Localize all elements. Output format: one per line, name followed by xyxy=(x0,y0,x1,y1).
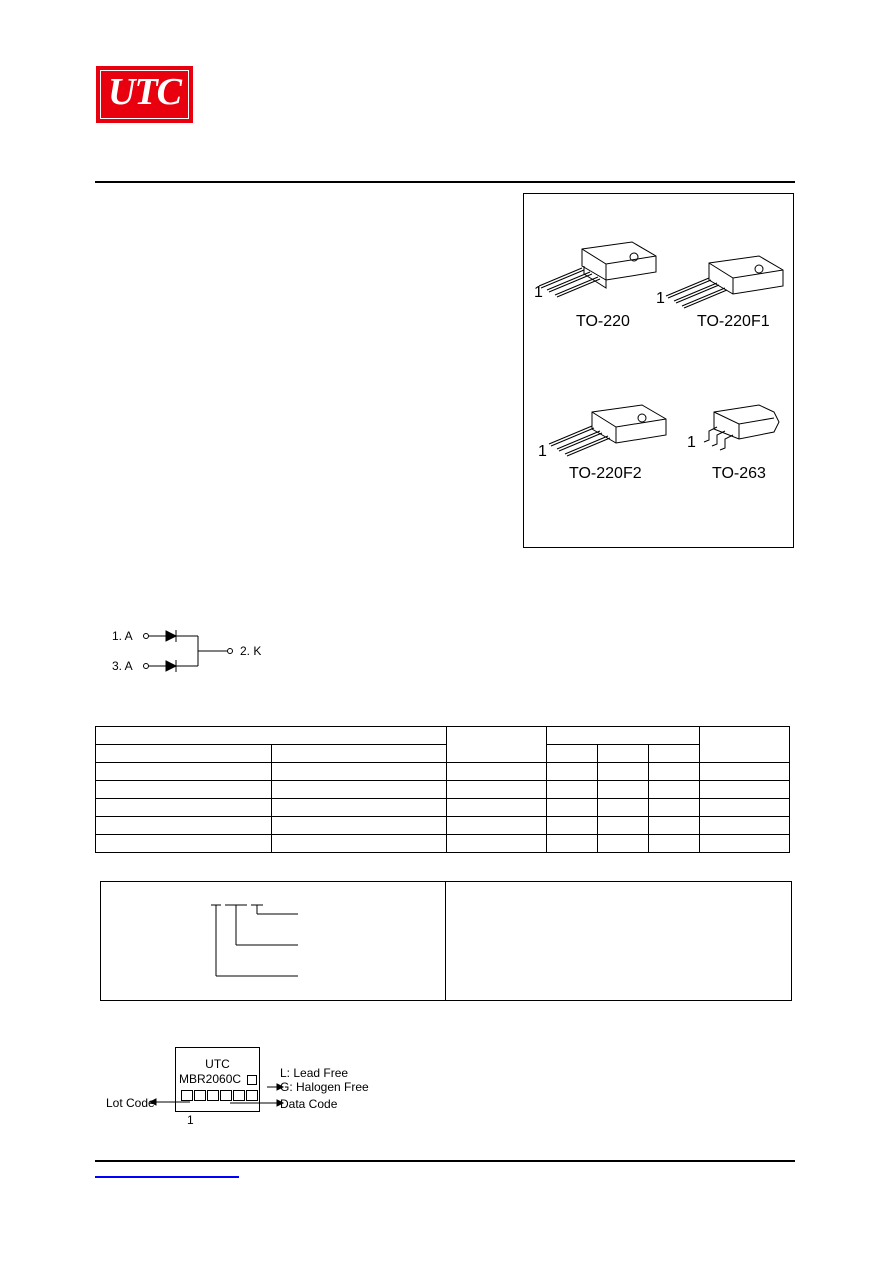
lot-code-label: Lot Code xyxy=(106,1096,155,1110)
ordering-table xyxy=(95,726,790,853)
table-cell xyxy=(96,745,272,763)
to220f1-pin1-label: 1 xyxy=(656,290,665,307)
table-cell xyxy=(547,745,598,763)
lead-free-note: L: Lead Free xyxy=(280,1066,349,1080)
decode-divider xyxy=(445,882,446,1000)
table-cell xyxy=(649,745,700,763)
schematic-pin2: 2. K xyxy=(240,644,262,658)
table-row xyxy=(96,835,790,853)
table-cell xyxy=(447,727,547,763)
to220f2-label: TO-220F2 xyxy=(569,465,642,482)
marking-arrows xyxy=(150,1070,290,1115)
decode-bracket-lines xyxy=(201,900,311,980)
marking-brand: UTC xyxy=(205,1057,230,1071)
table-header-row xyxy=(96,745,790,763)
data-code-label: Data Code xyxy=(280,1097,338,1111)
table-row xyxy=(96,799,790,817)
to263-drawing xyxy=(704,405,779,450)
table-cell xyxy=(271,745,447,763)
header-rule xyxy=(95,181,795,183)
to263-pin1-label: 1 xyxy=(687,434,696,451)
table-cell xyxy=(598,745,649,763)
schematic-pin3: 3. A xyxy=(112,659,133,673)
table-cell xyxy=(96,727,447,745)
to220-pin1-label: 1 xyxy=(534,284,543,301)
schematic-pin1: 1. A xyxy=(112,629,133,643)
to263-label: TO-263 xyxy=(712,465,766,482)
to220f2-drawing xyxy=(549,405,666,456)
package-drawings xyxy=(524,194,793,547)
table-header-row xyxy=(96,727,790,745)
table-row xyxy=(96,763,790,781)
package-outline-box xyxy=(523,193,794,548)
table-row xyxy=(96,781,790,799)
marking-pin1: 1 xyxy=(187,1113,194,1127)
footer-rule xyxy=(95,1160,795,1162)
marking-part: MBR2060C xyxy=(179,1072,242,1086)
table-cell xyxy=(547,727,700,745)
utc-logo xyxy=(96,66,193,123)
diode-schematic xyxy=(140,626,240,676)
part-number-decode-box xyxy=(100,881,792,1001)
to220-drawing xyxy=(539,242,656,297)
logo-text: UTC xyxy=(108,71,181,113)
to220f1-drawing xyxy=(666,256,783,308)
to220f2-pin1-label: 1 xyxy=(538,443,547,460)
table-row xyxy=(96,817,790,835)
to220f1-label: TO-220F1 xyxy=(697,313,770,330)
table-cell xyxy=(700,727,790,763)
halogen-free-note: G: Halogen Free xyxy=(280,1080,369,1094)
footer-link[interactable] xyxy=(95,1176,239,1178)
to220-label: TO-220 xyxy=(576,313,630,330)
